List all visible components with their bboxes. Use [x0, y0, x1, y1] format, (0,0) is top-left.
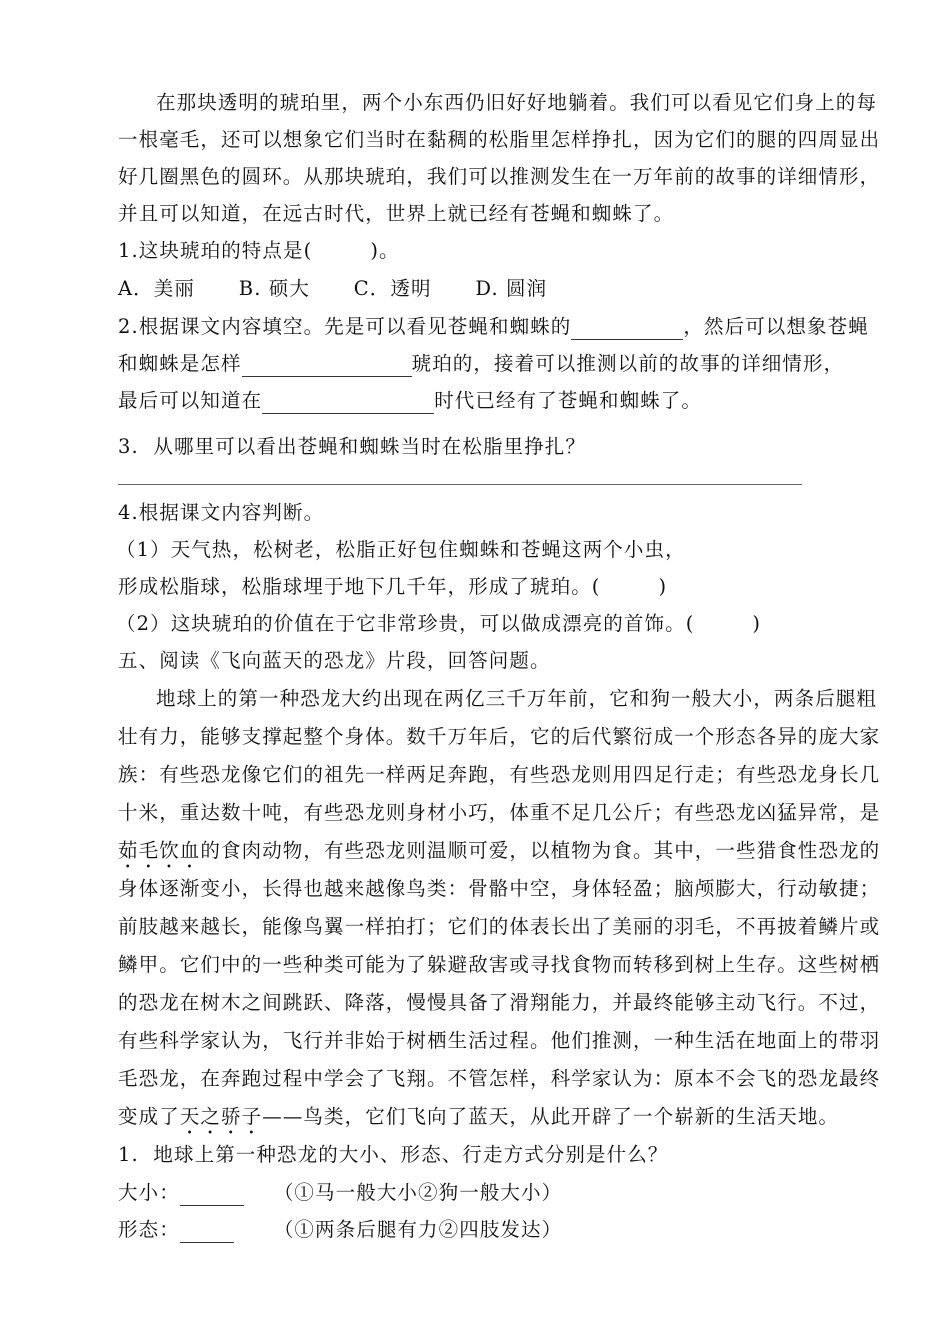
question-3-stem: 3. 从哪里可以看出苍蝇和蜘蛛当时在松脂里挣扎？	[118, 435, 587, 458]
section5-line-12	[118, 1104, 839, 1139]
question-1	[118, 238, 400, 264]
size-row	[118, 1180, 562, 1206]
question-2-text-b: ，然后可以想象苍蝇	[683, 315, 869, 338]
section5-line-5	[118, 838, 880, 873]
section5-line-4: 十米，重达数十吨，有些恐龙则身材小巧，体重不足几公斤；有些恐龙凶猛异常，是	[118, 801, 881, 824]
question-2-text-d: 琥珀的，接着可以推测以前的故事的详细情形，	[411, 352, 845, 375]
shape-label: 形态：	[118, 1218, 180, 1241]
passage1-line-2: 一根毫毛，还可以想象它们当时在黏稠的松脂里怎样挣扎，因为它们的腿的四周显出	[118, 128, 881, 151]
question-2-text-f: 时代已经有了苍蝇和蜘蛛了。	[434, 389, 703, 412]
question-1-stem-end: )。	[370, 239, 400, 262]
shape-options: （①两条后腿有力②四肢发达）	[273, 1218, 563, 1241]
shape-row	[118, 1217, 562, 1243]
section5-line-11: 毛恐龙，在奔跑过程中学会了飞翔。不管怎样，科学家认为：原本不会飞的恐龙最终	[118, 1067, 881, 1090]
question-1-stem: 1.这块琥珀的特点是(	[118, 239, 313, 262]
fill-blank-3[interactable]	[262, 393, 434, 414]
section5-line-8: 鳞甲。它们中的一些种类可能为了躲避敌害或寻找食物而转移到树上生存。这些树栖	[118, 953, 881, 976]
question-2-line-3	[118, 388, 702, 414]
fill-blank-2[interactable]	[242, 356, 412, 377]
section-5-question-1: 1. 地球上第一种恐龙的大小、形态、行走方式分别是什么？	[118, 1143, 669, 1166]
size-options: （①马一般大小②狗一般大小）	[273, 1181, 563, 1204]
section5-line-5-text: 的食肉动物，有些恐龙则温顺可爱，以植物为食。其中，一些猎食性恐龙的	[200, 839, 881, 862]
question-4-item-1-line-1: （1）天气热，松树老，松脂正好包住蜘蛛和苍蝇这两个小虫，	[116, 538, 686, 561]
section5-line-3: 族：有些恐龙像它们的祖先一样两足奔跑，有些恐龙则用四足行走；有些恐龙身长几	[118, 763, 881, 786]
section5-line-2: 壮有力，能够支撑起整个身体。数千万年后，它的后代繁衍成一个形态各异的庞大家	[118, 725, 881, 748]
passage1-line-4: 并且可以知道，在远古时代，世界上就已经有苍蝇和蜘蛛了。	[118, 202, 675, 225]
section5-line-7: 前肢越来越长，能像鸟翼一样拍打；它们的体表长出了美丽的羽毛，不再披着鳞片或	[118, 915, 881, 938]
question-4-item-2-end: )	[752, 612, 762, 635]
passage1-line-1: 在那块透明的琥珀里，两个小东西仍旧好好地躺着。我们可以看见它们身上的每	[156, 91, 878, 114]
question-2-text-a: 2.根据课文内容填空。先是可以看见苍蝇和蜘蛛的	[118, 315, 572, 338]
size-label: 大小：	[118, 1181, 180, 1204]
answer-line[interactable]	[118, 484, 802, 485]
question-4-item-1-text: 形成松脂球，松脂球埋于地下几千年，形成了琥珀。(	[118, 575, 601, 598]
shape-blank[interactable]	[180, 1222, 234, 1243]
section5-line-6: 身体逐渐变小，长得也越来越像鸟类：骨骼中空，身体轻盈；脑颅膨大，行动敏捷；	[118, 877, 881, 900]
question-4-item-2-text: （2）这块琥珀的价值在于它非常珍贵，可以做成漂亮的首饰。(	[116, 612, 695, 635]
question-4-stem: 4.根据课文内容判断。	[118, 501, 325, 524]
question-4-item-1-line-2	[118, 574, 667, 600]
question-2-line-1	[118, 314, 869, 340]
size-blank[interactable]	[180, 1185, 244, 1206]
question-4-item-2	[116, 611, 761, 637]
emphasized-term-1: 茹毛饮血	[118, 839, 201, 862]
question-2-line-2	[118, 351, 844, 377]
section-5-heading: 五、阅读《飞向蓝天的恐龙》片段，回答问题。	[118, 649, 551, 672]
fill-blank-1[interactable]	[571, 319, 683, 340]
question-4-item-1-end: )	[658, 575, 668, 598]
question-2-text-e: 最后可以知道在	[118, 389, 263, 412]
section5-line-12-b: ——鸟类，它们飞向了蓝天，从此开辟了一个崭新的生活天地。	[262, 1105, 840, 1128]
section5-line-1: 地球上的第一种恐龙大约出现在两亿三千万年前，它和狗一般大小，两条后腿粗	[156, 687, 878, 710]
section5-line-9: 的恐龙在树木之间跳跃、降落，慢慢具备了滑翔能力，并最终能够主动飞行。不过，	[118, 991, 881, 1014]
passage1-line-3: 好几圈黑色的圆环。从那块琥珀，我们可以推测发生在一万年前的故事的详细情形，	[118, 165, 881, 188]
section5-line-10: 有些科学家认为，飞行并非始于树栖生活过程。他们推测，一种生活在地面上的带羽	[118, 1029, 881, 1052]
question-2-text-c: 和蜘蛛是怎样	[118, 352, 242, 375]
question-1-options: A．美丽 B. 硕大 C．透明 D. 圆润	[118, 277, 548, 300]
emphasized-term-2: 天之骄子	[179, 1105, 263, 1128]
section5-line-12-a: 变成了	[118, 1105, 180, 1128]
